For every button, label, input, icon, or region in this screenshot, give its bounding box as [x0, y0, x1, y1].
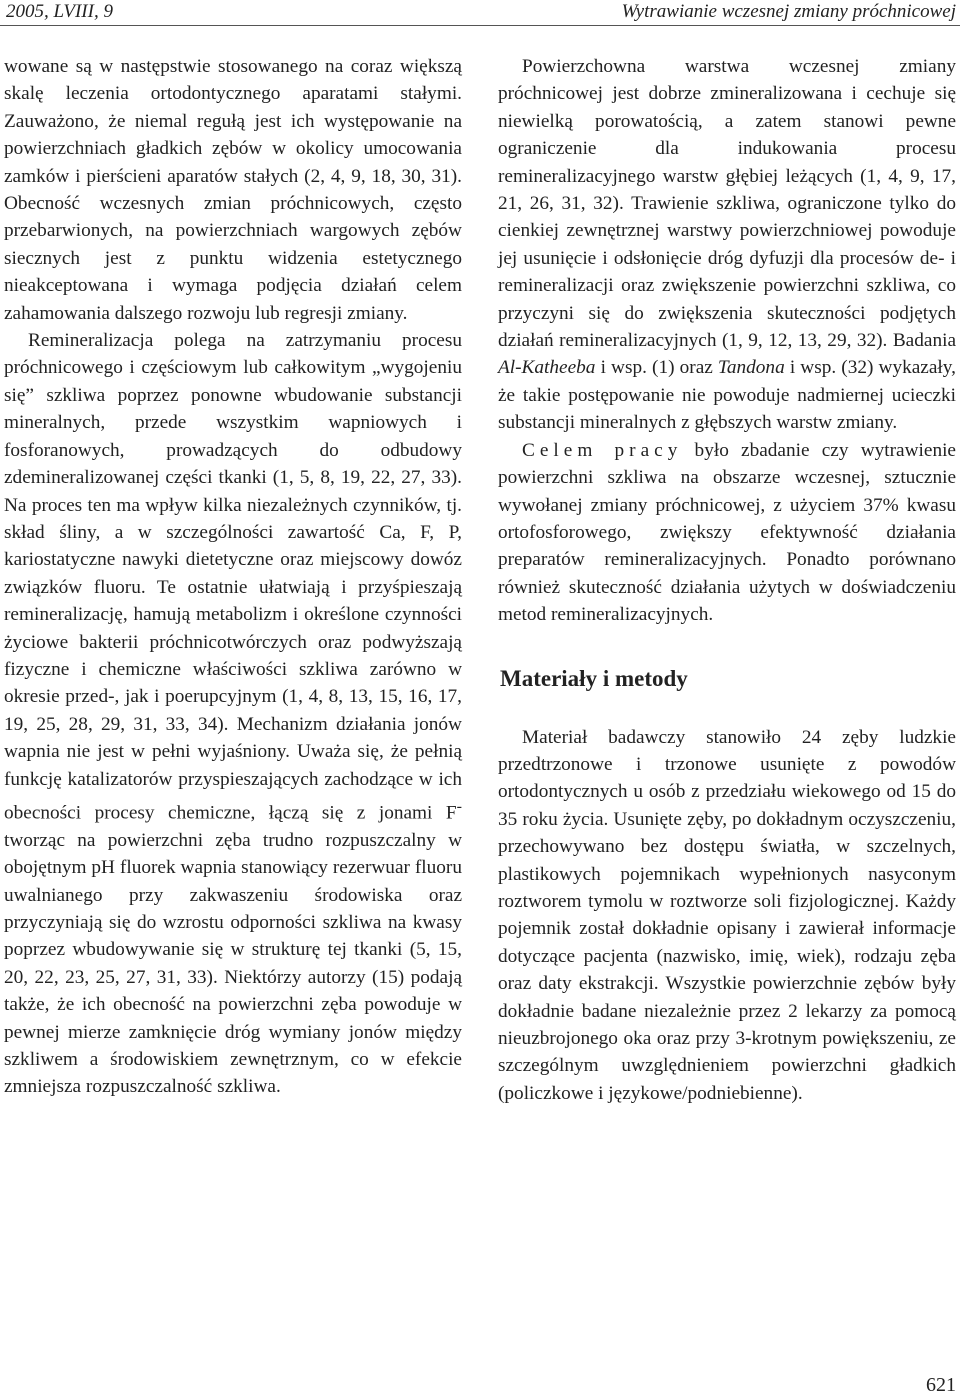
article-running-title: Wytrawianie wczesnej zmiany próchnicowej [621, 1, 956, 22]
paragraph-text: Powierzchowna warstwa wczesnej zmiany próchnicowej jest dobrze zmineralizowana i cechuje się niewielką porowatością, a zatem stanowi pewne ograniczenie dla indukowania procesu remineralizacyjnego warstw głębiej leżących (1, 4, 9, 17, 21, 26, 31, 32). Trawienie szkliwa, ograniczone tylko do cienkiej zewnętrznej warstwy powierzchniowej powoduje jej usunięcie i odsłonięcie dróg dyfuzji dla procesów de- i remineralizacji oraz zwiększenie powierzchni szkliwa, co przyczyni się do zwiększenia skuteczności podjętych działań remineralizacyjnych (1, 9, 12, 13, 29, 32). Badania [498, 56, 956, 352]
running-header [0, 0, 960, 30]
author-name: Tandona [717, 357, 785, 379]
paragraph-text: i wsp. (32) wykazały, że takie postępowanie nie powoduje nadmiernej ucieczki substancji mineralnych z głębszych warstw zmiany. [498, 357, 956, 434]
paragraph-text: i wsp. (1) oraz [595, 357, 718, 379]
paragraph-material: Materiał badawczy stanowiło 24 zęby ludzkie przedtrzonowe i trzonowe usunięte z powodów ortodontycznych u osób z przedziału wiekowego od 15 do 35 roku życia. Usunięte zęby, po dokładnym oczyszczeniu, przechowywano bez dostępu światła, w szczelnych, plastikowych pojemnikach wypełnionych nasyconym roztworem tymolu w roztworze soli fizjologicznej. Każdy pojemnik został dokładnie opisany i zawierał informacje dotyczące pacjenta (nazwisko, imię, wiek), rodzaju zęba oraz daty ekstrakcji. Wszystkie powierzchnie zębów były dokładnie badane niezależnie przez 2 lekarzy za pomocą nieuzbrojonego oka oraz przy 3-krotnym powiększeniu, ze szczególnym uwzględnieniem powierzchni gładkich (policzkowe i językowe/podniebienne). [498, 726, 956, 1104]
paragraph-remineralization [4, 327, 462, 1101]
left-column [4, 53, 462, 1101]
fluoride-charge-superscript: - [456, 797, 462, 815]
page-number: 621 [926, 1374, 956, 1396]
journal-citation: 2005, LVIII, 9 [6, 1, 113, 22]
header-rule [0, 25, 960, 26]
paragraph-aim [498, 437, 956, 629]
paragraph-text: było zbadanie czy wytrawienie powierzchni szkliwa na obszarze wczesnej, sztucznie wywołanej zmiany próchnicowej, z użyciem 37% kwasu ortofosforowego, zwiększy efektywność działania preparatów remineralizacyjnych. Ponadto porównano również skuteczność działania użytych w doświadczeniu metod remineralizacyjnych. [498, 439, 956, 626]
paragraph-text: Remineralizacja polega na zatrzymaniu procesu próchnicowego i częściowym lub całkowitym „wygojeniu się” szkliwa poprzez ponowne wbudowanie substancji mineralnych, przede wszystkim wapniowych i fosforanowych, prowadzących do odbudowy zdemineralizowanej części tkanki (1, 5, 8, 19, 22, 27, 33). Na proces ten ma wpływ kilka niezależnych czynników, tj. skład śliny, a w szczególności zawartość Ca, F, P, kariostatyczne nawyki dietetyczne oraz miejscowy dowóz związków fluoru. Te ostatnie ułatwiają i przyśpieszają remineralizację, hamują metabolizm i określone czynności życiowe bakterii próchnicotwórczych oraz podwyższają fizyczne i chemiczne właściwości szkliwa zarówno w okresie przed-, jak i poerupcyjnym (1, 4, 8, 13, 15, 16, 17, 19, 25, 28, 29, 31, 33, 34). Mechanizm działania jonów wapnia nie jest w pełni wyjaśniony. Uważa się, że pełnią funkcję katalizatorów przyspieszających zachodzące w ich obecności procesy chemiczne, łączą się z jonami F [4, 330, 462, 824]
right-column [498, 53, 956, 1107]
aim-label: Celem pracy [522, 439, 683, 461]
paragraph-text: tworząc na powierzchni zęba trudno rozpuszczalny w obojętnym pH fluorek wapnia stanowiący rezerwuar fluoru uwalnianego przy zakwaszeniu środowiska oraz przyczyniają się do wzrostu odporności szkliwa na kwasy poprzez wbudowywanie się w strukturę tej tkanki (5, 15, 20, 22, 23, 25, 27, 31, 33). Niektórzy autorzy (15) podają także, że ich obecność na powierzchni zęba powoduje w pewnej mierze zamknięcie dróg wymiany jonów między szkliwem a środowiskiem zewnętrznym, co w efekcie zmniejsza rozpuszczalność szkliwa. [4, 829, 462, 1098]
paragraph-surface-layer [498, 53, 956, 437]
paragraph-continuation: wowane są w następstwie stosowanego na coraz większą skalę leczenia ortodontycznego aparatami stałymi. Zauważono, że niemal regułą jest ich występowanie na powierzchniach gładkich zębów w okolicy umocowania zamków i pierścieni aparatów stałych (2, 4, 9, 18, 30, 31). Obecność wczesnych zmian próchnicowych, często przebarwionych, na powierzchniach wargowych zębów siecznych jest z punktu widzenia estetycznego nieakceptowana i wymaga podjęcia działań celem zahamowania dalszego rozwoju lub regresji zmiany. [4, 56, 462, 324]
section-heading: Materiały i metody [500, 665, 688, 691]
author-name: Al-Katheeba [498, 357, 596, 379]
